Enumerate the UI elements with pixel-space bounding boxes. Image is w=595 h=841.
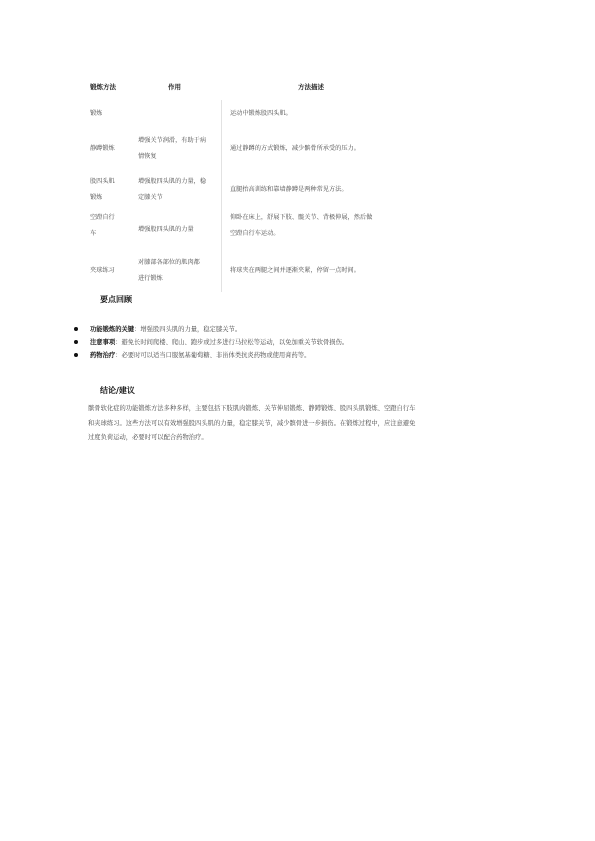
bullet-icon [74, 340, 78, 344]
header-description: 方法描述 [298, 83, 324, 91]
paragraph-line: 和夹球练习。这些方法可以有效增强股四头肌的力量，稳定膝关节，减少髌骨进一步损伤。在锻炼过程中，应注意避免 [88, 419, 416, 427]
bullet-icon [74, 327, 78, 331]
method-cell-line: 锻炼 [90, 194, 103, 201]
column-divider [221, 100, 222, 292]
effect-cell-line: 情恢复 [138, 153, 157, 160]
description-cell: 直腿抬高训练和靠墙静蹲是两种常见方法。 [230, 186, 348, 193]
summary-list [74, 323, 544, 362]
paragraph-line: 过度负荷运动，必要时可以配合药物治疗。 [88, 434, 208, 441]
effect-cell-line: 对膝部各部位的肌肉都 [138, 259, 200, 266]
effect-cell: 增强股四头肌的力量 [138, 226, 194, 233]
summary-heading: 要点回顾 [100, 294, 132, 304]
effect-cell-line: 增强股四头肌的力量，稳 [138, 178, 207, 185]
table-header-row [84, 78, 514, 100]
description-cell: 通过静蹲的方式锻炼，减少髌骨所承受的压力。 [230, 145, 360, 152]
description-cell-line: 空蹬自行车运动。 [230, 230, 280, 237]
list-item [74, 336, 544, 349]
effect-cell-line: 进行锻炼 [138, 275, 163, 282]
header-effect: 作用 [168, 83, 181, 91]
bullet-icon [74, 353, 78, 357]
method-cell-line: 车 [90, 230, 97, 237]
item-label: 功能锻炼的关键 [90, 326, 135, 333]
list-item [74, 323, 544, 336]
method-cell: 夹球练习 [90, 267, 115, 274]
item-label: 注意事项 [90, 339, 116, 346]
item-text: ：增强股四头肌的力量，稳定膝关节。 [134, 326, 242, 333]
method-cell-line: 股四头肌 [90, 178, 115, 185]
effect-cell-line: 增强关节润滑，有助于病 [138, 137, 207, 144]
conclusion-heading: 结论/建议 [100, 385, 135, 395]
exercise-table [84, 78, 514, 100]
item-label: 药物治疗 [90, 352, 116, 359]
description-cell: 运动中锻炼股四头肌。 [230, 110, 292, 117]
description-cell-line: 仰卧在床上，舒展下肢、髋关节、背极伸展，然后做 [230, 214, 373, 221]
item-text: ：避免长时间爬楼、爬山、跑步或过多进行马拉松等运动，以免加重关节软骨损伤。 [115, 339, 349, 346]
header-method: 锻炼方法 [90, 83, 116, 91]
method-cell: 锻炼 [90, 110, 103, 117]
conclusion-paragraph [88, 402, 513, 446]
description-cell: 将球夹在两腿之间并逐渐夹紧，停留一点时间。 [230, 267, 360, 274]
method-cell: 静蹲锻炼 [90, 145, 115, 152]
item-text: ：必要时可以适当口服氨基葡萄糖、非甾体类抗炎药物或使用膏药等。 [115, 352, 311, 359]
paragraph-line: 髌骨软化症的功能锻炼方法多种多样，主要包括下肢肌肉锻炼、关节伸屈锻炼、静蹲锻炼、股四头肌锻炼、空蹬自行车 [88, 405, 416, 412]
method-cell-line: 空蹬自行 [90, 214, 115, 221]
list-item [74, 349, 544, 362]
effect-cell-line: 定膝关节 [138, 194, 163, 201]
